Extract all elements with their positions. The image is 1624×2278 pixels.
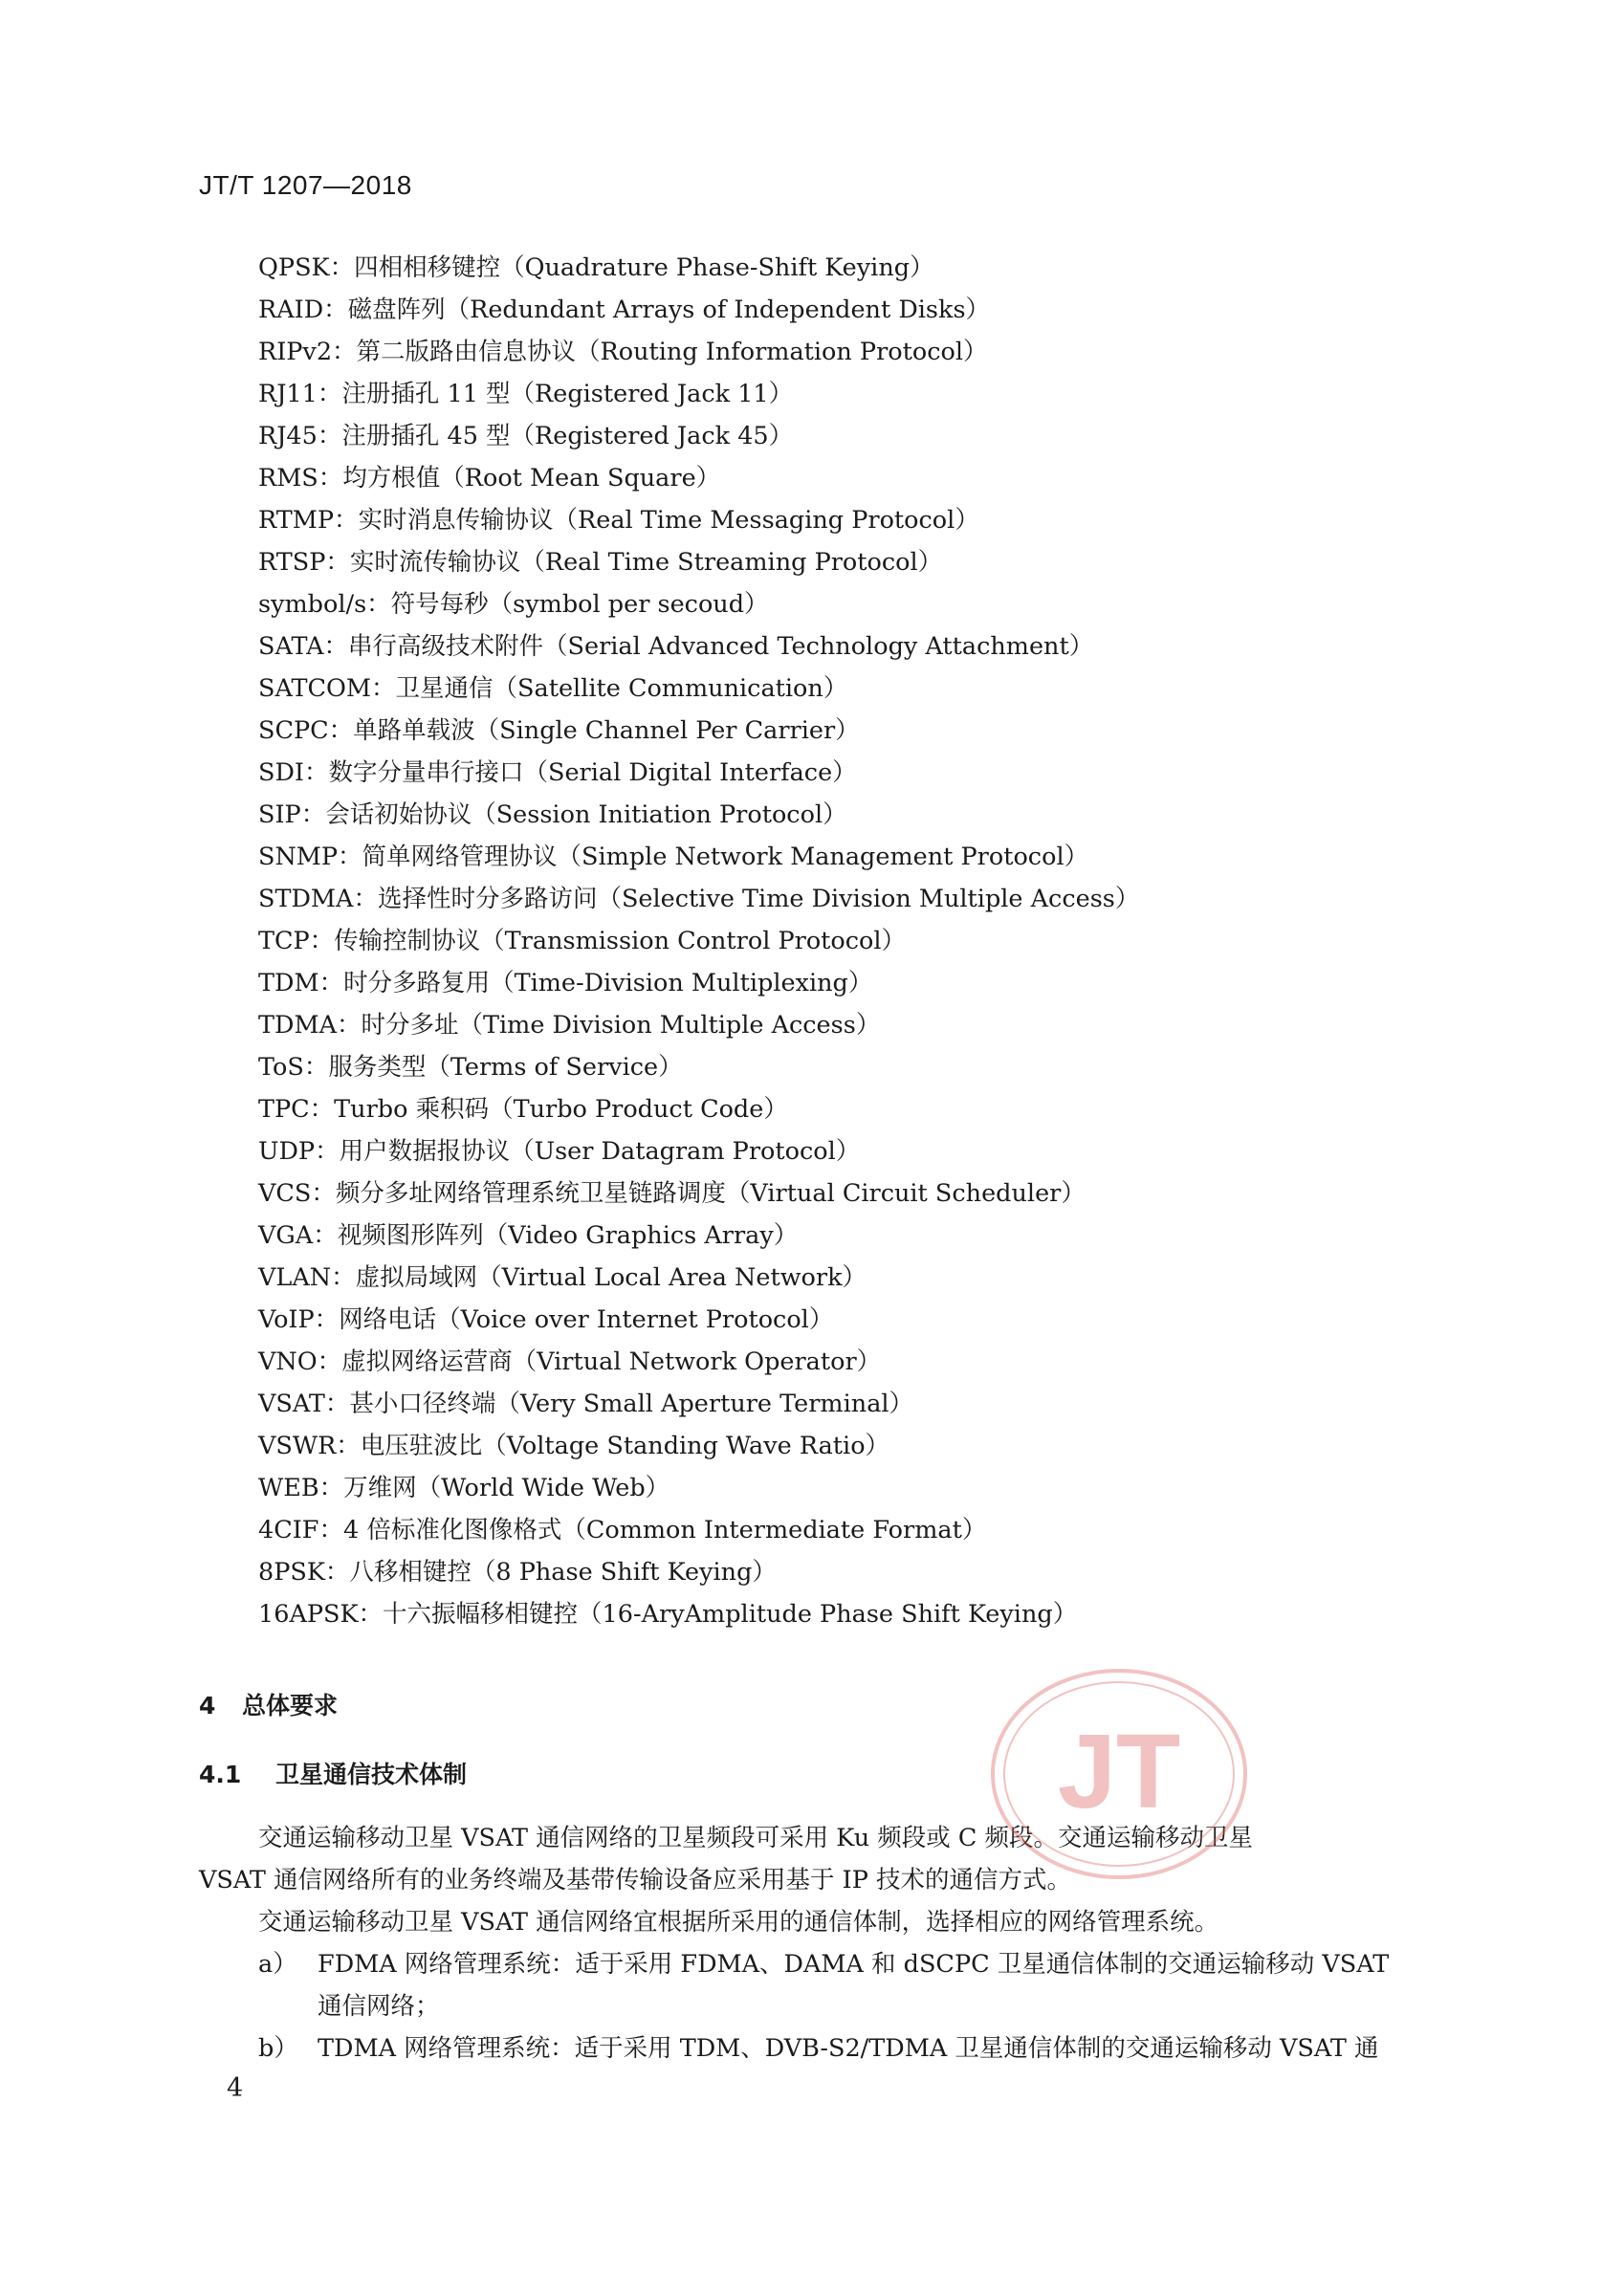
page-number: 4 — [227, 2073, 244, 2103]
abbreviation-item: RAID：磁盘阵列（Redundant Arrays of Independent Disks） — [258, 296, 991, 324]
abbreviation-item: 4CIF：4 倍标准化图像格式（Common Intermediate Format） — [258, 1516, 987, 1544]
abbreviation-item: TCP：传输控制协议（Transmission Control Protocol） — [258, 927, 907, 955]
abbreviation-item: SCPC：单路单载波（Single Channel Per Carrier） — [258, 716, 860, 745]
abbreviation-item: symbol/s：符号每秒（symbol per secoud） — [258, 590, 769, 619]
stamp-text: JT — [1057, 1713, 1181, 1830]
abbreviation-item: UDP：用户数据报协议（User Datagram Protocol） — [258, 1137, 861, 1166]
section-title: 卫星通信技术体制 — [275, 1761, 468, 1788]
abbreviation-list — [258, 247, 1139, 1635]
abbreviation-item: SIP：会话初始协议（Session Initiation Protocol） — [258, 800, 847, 829]
abbreviation-item: STDMA：选择性时分多路访问（Selective Time Division Multiple Access） — [258, 885, 1140, 913]
list-item-text: TDMA 网络管理系统：适于采用 TDM、DVB-S2/TDMA 卫星通信体制的交通运输移动 VSAT 通 — [318, 2034, 1379, 2063]
paragraph-line: 交通运输移动卫星 VSAT 通信网络的卫星频段可采用 Ku 频段或 C 频段。交通运输移动卫星 — [258, 1824, 1253, 1852]
abbreviation-item: SATCOM：卫星通信（Satellite Communication） — [258, 674, 848, 703]
list-item-text: 通信网络； — [318, 1992, 440, 2021]
abbreviation-item: VoIP：网络电话（Voice over Internet Protocol） — [258, 1305, 834, 1334]
abbreviation-item: 8PSK：八移相键控（8 Phase Shift Keying） — [258, 1558, 777, 1587]
section-number: 4 — [199, 1692, 216, 1719]
abbreviation-item: SNMP：简单网络管理协议（Simple Network Management Protocol） — [258, 843, 1089, 871]
abbreviation-item: VSWR：电压驻波比（Voltage Standing Wave Ratio） — [258, 1432, 890, 1460]
abbreviation-item: RIPv2：第二版路由信息协议（Routing Information Protocol） — [258, 338, 988, 366]
section-title: 总体要求 — [242, 1692, 339, 1719]
section-4-1-heading — [199, 1756, 467, 1790]
abbreviation-item: 16APSK：十六振幅移相键控（16-AryAmplitude Phase Shift Keying） — [258, 1600, 1078, 1629]
list-marker: a） — [258, 1950, 297, 1979]
section-number: 4.1 — [199, 1761, 242, 1788]
abbreviation-item: QPSK：四相相移键控（Quadrature Phase-Shift Keying） — [258, 253, 934, 282]
abbreviation-item: SDI：数字分量串行接口（Serial Digital Interface） — [258, 758, 857, 787]
abbreviation-item: ToS：服务类型（Terms of Service） — [258, 1053, 683, 1082]
abbreviation-item: VSAT：甚小口径终端（Very Small Aperture Terminal） — [258, 1390, 914, 1418]
section-4-heading — [199, 1687, 338, 1721]
jt-watermark-stamp — [985, 1664, 1253, 1884]
abbreviation-item: VGA：视频图形阵列（Video Graphics Array） — [258, 1221, 799, 1250]
abbreviation-item: VCS：频分多址网络管理系统卫星链路调度（Virtual Circuit Scheduler） — [258, 1179, 1086, 1208]
list-marker: b） — [258, 2034, 298, 2063]
abbreviation-item: TDMA：时分多址（Time Division Multiple Access） — [258, 1011, 881, 1040]
abbreviation-item: VNO：虚拟网络运营商（Virtual Network Operator） — [258, 1347, 882, 1376]
abbreviation-item: RMS：均方根值（Root Mean Square） — [258, 464, 721, 493]
abbreviation-item: RTSP：实时流传输协议（Real Time Streaming Protocol） — [258, 548, 943, 577]
list-item-text: FDMA 网络管理系统：适于采用 FDMA、DAMA 和 dSCPC 卫星通信体制的交通运输移动 VSAT — [318, 1950, 1390, 1979]
abbreviation-item: TPC：Turbo 乘积码（Turbo Product Code） — [258, 1095, 788, 1124]
abbreviation-item: TDM：时分多路复用（Time-Division Multiplexing） — [258, 969, 873, 997]
abbreviation-item: SATA：串行高级技术附件（Serial Advanced Technology Attachment） — [258, 632, 1094, 661]
document-code-header: JT/T 1207—2018 — [199, 170, 412, 200]
abbreviation-item: RJ45：注册插孔 45 型（Registered Jack 45） — [258, 422, 794, 450]
abbreviation-item: VLAN：虚拟局域网（Virtual Local Area Network） — [258, 1263, 867, 1292]
abbreviation-item: RJ11：注册插孔 11 型（Registered Jack 11） — [258, 380, 794, 408]
abbreviation-item: WEB：万维网（World Wide Web） — [258, 1474, 670, 1502]
paragraph-line: VSAT 通信网络所有的业务终端及基带传输设备应采用基于 IP 技术的通信方式。 — [199, 1866, 1071, 1895]
abbreviation-item: RTMP：实时消息传输协议（Real Time Messaging Protocol） — [258, 506, 979, 535]
paragraph-line: 交通运输移动卫星 VSAT 通信网络宜根据所采用的通信体制，选择相应的网络管理系统。 — [258, 1908, 1219, 1937]
